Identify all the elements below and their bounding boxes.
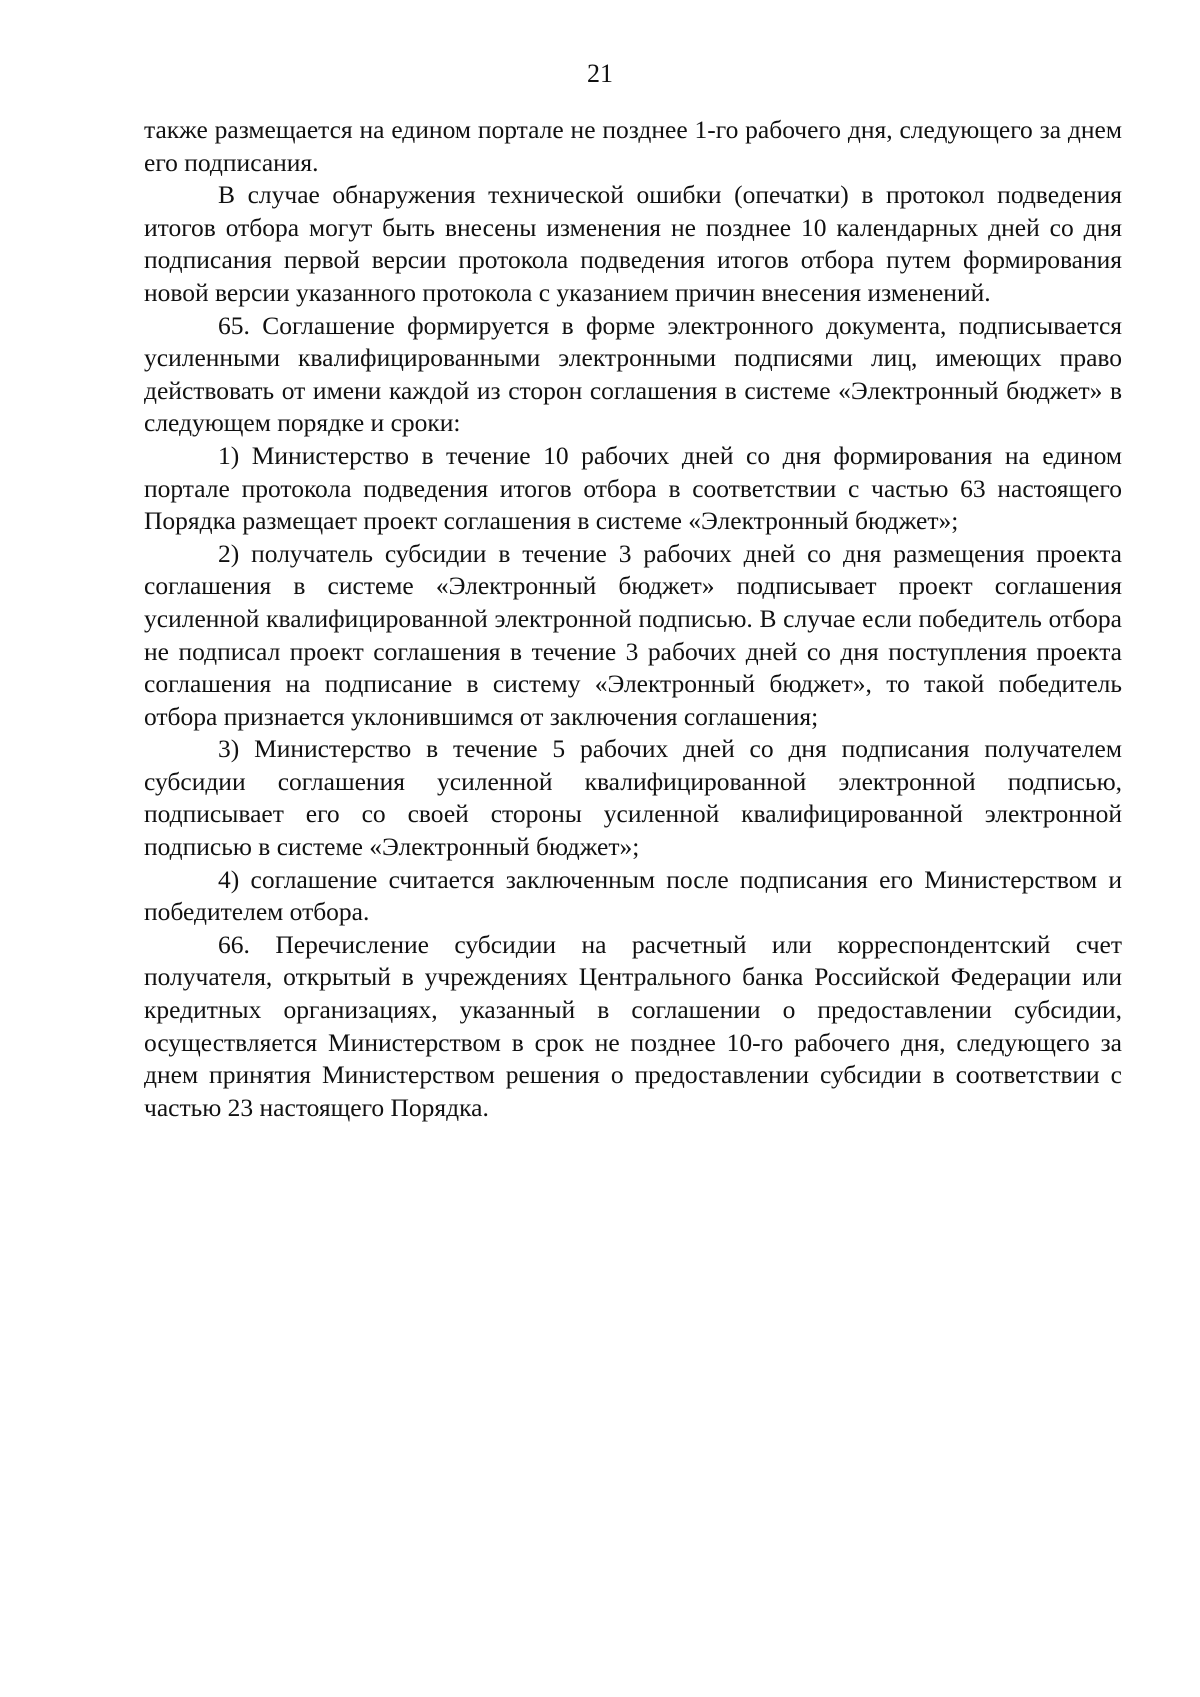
paragraph-66: 66. Перечисление субсидии на расчетный или корреспондентский счет получателя, открытый в учреждениях Центрального банка Российской Федерации или кредитных организациях, указанный в соглашении о предоставлении субсидии, осуществляется Министерством в срок не позднее 10-го рабочего дня, следующего за днем принятия Министерством решения о предоставлении субсидии в соответствии с частью 23 настоящего Порядка. xyxy=(144,929,1122,1122)
list-item-1: 1) Министерство в течение 10 рабочих дней со дня формирования на едином портале протокола подведения итогов отбора в соответствии с частью 63 настоящего Порядка размещает проект соглашения в системе «Электронный бюджет»; xyxy=(144,440,1122,536)
page-number: 21 xyxy=(587,59,613,88)
paragraph-continuation: также размещается на едином портале не позднее 1-го рабочего дня, следующего за днем его подписания. xyxy=(144,115,1122,177)
list-item-3: 3) Министерство в течение 5 рабочих дней со дня подписания получателем субсидии соглашения усиленной квалифицированной электронной подписью, подписывает его со своей стороны усиленной квалифицированной электронной подписью в системе «Электронный бюджет»; xyxy=(144,734,1122,862)
paragraph-technical-error: В случае обнаружения технической ошибки (опечатки) в протокол подведения итогов отбора могут быть внесены изменения не позднее 10 календарных дней со дня подписания первой версии протокола подведения итогов отбора путем формирования новой версии указанного протокола с указанием причин внесения изменений. xyxy=(144,180,1122,307)
list-item-4: 4) соглашение считается заключенным после подписания его Министерством и победителем отбора. xyxy=(144,864,1122,927)
document-body xyxy=(144,114,1122,1124)
list-item-2: 2) получатель субсидии в течение 3 рабочих дней со дня размещения проекта соглашения в системе «Электронный бюджет» подписывает проект соглашения усиленной квалифицированной электронной подписью. В случае если победитель отбора не подписал проект соглашения в течение 3 рабочих дней со дня поступления проекта соглашения на подписание в систему «Электронный бюджет», то такой победитель отбора признается уклонившимся от заключения соглашения; xyxy=(144,538,1122,731)
paragraph-65: 65. Соглашение формируется в форме электронного документа, подписывается усиленными квалифицированными электронными подписями лиц, имеющих право действовать от имени каждой из сторон соглашения в системе «Электронный бюджет» в следующем порядке и сроки: xyxy=(144,310,1122,438)
